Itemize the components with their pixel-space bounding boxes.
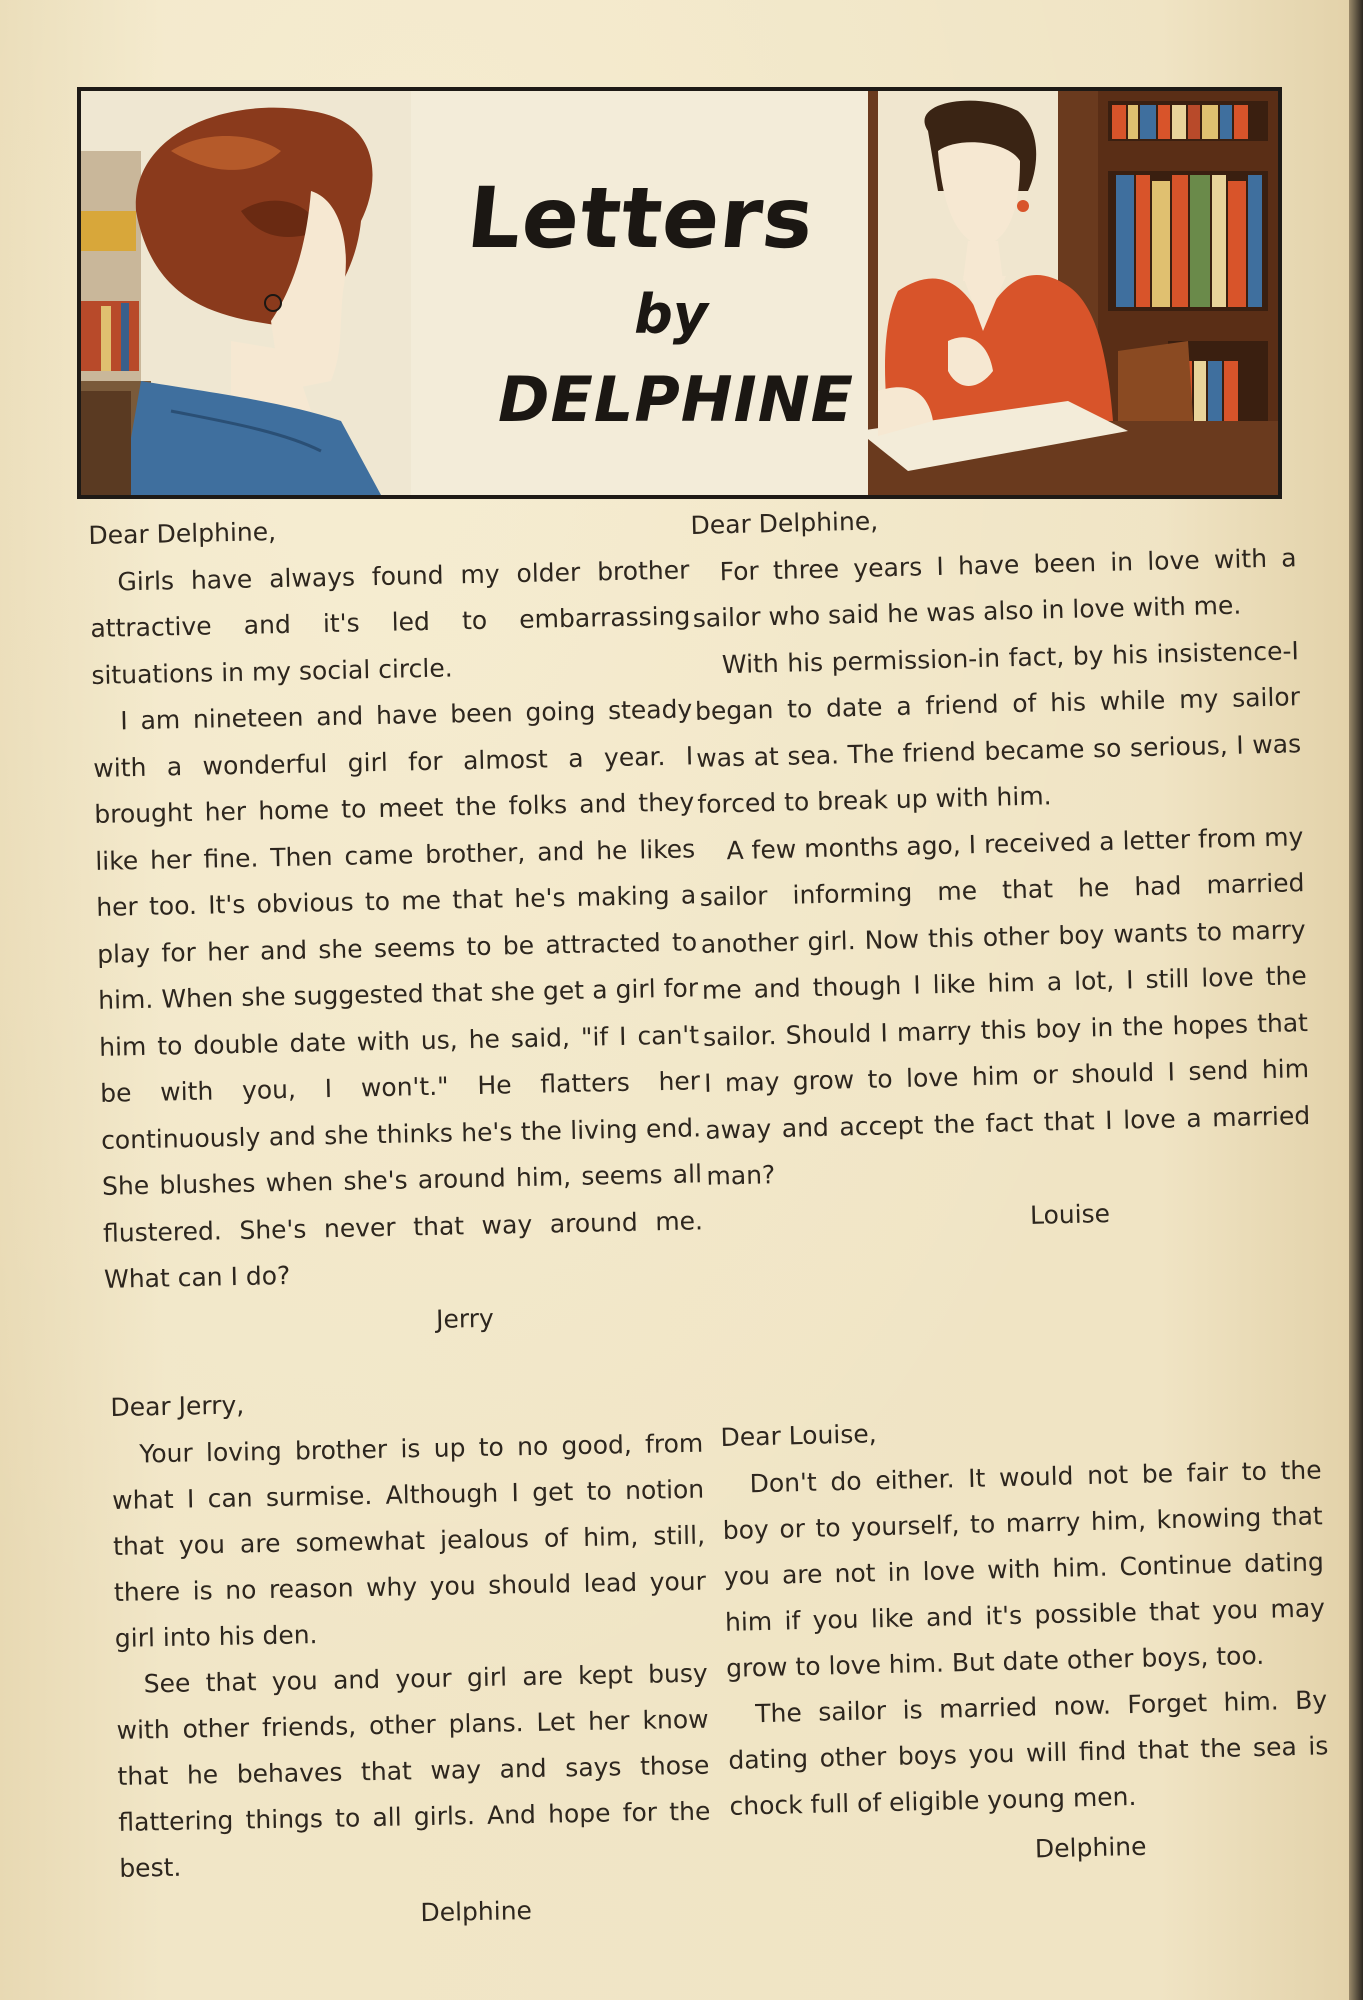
banner-title-block — [411, 91, 871, 495]
letter-paragraph: I am nineteen and have been going steady with a wonderful girl for almost a year. I brought her home to meet the folks and they like her fine. Then came brother, and he likes her too. It's obvious to me that he's making a play for her and she seems to be attracted to him. When she suggested that she get a girl for him to double date with us, he said, "if I can't be with you, I won't." He flatters her continuously and she thinks he's the living end. She blushes when she's around him, seems all flustered. She's never that way around me. What can I do? — [93, 694, 704, 1294]
page-edge — [1349, 0, 1363, 2000]
answer-paragraph: Your loving brother is up to no good, from what I can surmise. Although I get to notion that you are somewhat jealous of him, still, there is no reason why you should lead your girl into his den. — [111, 1428, 707, 1653]
letter-paragraph: For three years I have been in love with a sailor who said he was also in love with me. — [692, 542, 1297, 633]
answer-paragraph: Don't do either. It would not be fair to the boy or to yourself, to marry him, knowing that you are not in love with him. Continue dating him if you like and it's possible that you may grow to love him. But date other boys, too. — [722, 1454, 1326, 1683]
answer-to-jerry — [110, 1374, 713, 1942]
delphine-illustration — [868, 91, 1278, 495]
letter-signature: Jerry — [435, 1303, 495, 1334]
answer-salutation: Dear Jerry, — [110, 1390, 245, 1422]
letter-jerry — [88, 500, 705, 1349]
letter-signature: Louise — [1029, 1198, 1111, 1230]
letter-paragraph: Girls have always found my older brother attractive and it's led to embarrassing situations in my social circle. — [90, 554, 691, 690]
header-banner — [77, 87, 1282, 499]
letter-salutation: Dear Delphine, — [690, 506, 879, 540]
answer-signature: Delphine — [420, 1895, 533, 1927]
letter-paragraph: A few months ago, I received a letter from my sailor informing me that he had married another girl. Now this other boy wants to marry me and though I like him a lot, I still love the sailor. Should I marry this boy in the hopes that I may grow to love him or should I send him away and accept the fact that I love a married man? — [699, 821, 1311, 1191]
letter-salutation: Dear Delphine, — [88, 517, 277, 550]
answer-paragraph: The sailor is married now. Forget him. By dating other boys you will find that the sea is chock full of eligible young men. — [728, 1684, 1329, 1821]
answer-signature: Delphine — [1034, 1831, 1147, 1863]
banner-title: Letters — [462, 169, 820, 267]
answer-salutation: Dear Louise, — [720, 1419, 877, 1452]
letter-louise — [690, 488, 1313, 1247]
letter-paragraph: With his permission-in fact, by his insistence-I began to date a friend of his while my sailor was at sea. The friend became so serious, I was forced to break up with him. — [694, 635, 1302, 819]
woman-back-illustration — [81, 91, 411, 495]
banner-by: by — [634, 283, 708, 346]
answer-to-louise — [720, 1400, 1331, 1880]
banner-author: DELPHINE — [498, 363, 854, 436]
answer-paragraph: See that you and your girl are kept busy with other friends, other plans. Let her know that he behaves that way and says those flattering things to all girls. And hope for the best. — [116, 1658, 711, 1883]
